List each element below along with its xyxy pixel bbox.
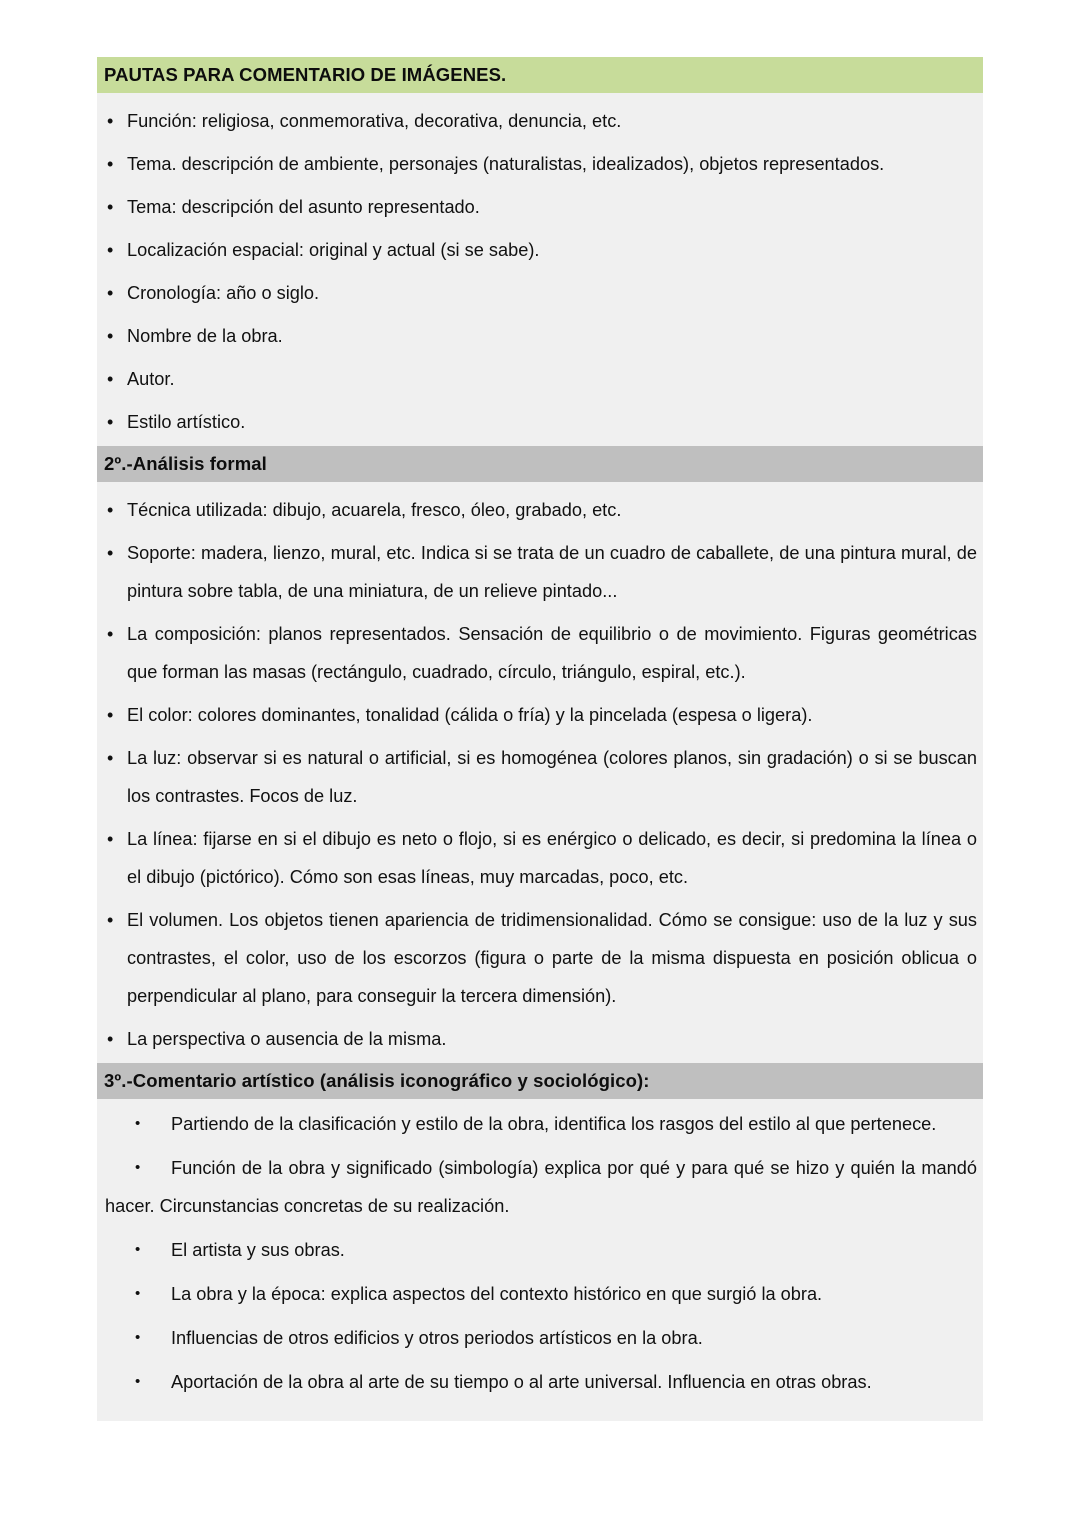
- section2-list: [97, 491, 983, 1058]
- list-item-text: Partiendo de la clasificación y estilo de la obra, identifica los rasgos del estilo al que pertenece.: [171, 1114, 937, 1135]
- list-item: [105, 360, 983, 398]
- bullet-icon: •: [107, 240, 114, 261]
- list-item-text: El color: colores dominantes, tonalidad (cálida o fría) y la pincelada (espesa o ligera).: [127, 705, 813, 726]
- bullet-icon: •: [135, 1241, 141, 1259]
- bullet-icon: •: [107, 910, 114, 931]
- list-item-text: La línea: fijarse en si el dibujo es neto o flojo, si es enérgico o delicado, es decir, si predomina la línea o el dibujo (pictórico). Cómo son esas líneas, muy marcadas, poco, etc.: [127, 829, 977, 888]
- section-header-comentario-artistico: 3º.-Comentario artístico (análisis iconográfico y sociológico):: [97, 1063, 983, 1099]
- bullet-icon: •: [135, 1159, 141, 1177]
- list-item-text: El volumen. Los objetos tienen apariencia de tridimensionalidad. Cómo se consigue: uso de la luz y sus contrastes, el color, uso de los escorzos (figura o parte de la misma dispuesta en posición oblicua o perpendicular al plano, para conseguir la tercera dimensión).: [127, 910, 977, 1007]
- list-item: [97, 1105, 983, 1143]
- bullet-icon: •: [135, 1285, 141, 1303]
- list-item-text: Soporte: madera, lienzo, mural, etc. Indica si se trata de un cuadro de caballete, de una pintura mural, de pintura sobre tabla, de una miniatura, de un relieve pintado...: [127, 543, 977, 602]
- bullet-icon: •: [135, 1329, 141, 1347]
- list-item-text: Influencias de otros edificios y otros periodos artísticos en la obra.: [171, 1328, 703, 1349]
- section-header-pautas: PAUTAS PARA COMENTARIO DE IMÁGENES.: [97, 57, 983, 93]
- list-item: [105, 231, 983, 269]
- list-item-text: Función de la obra y significado (simbología) explica por qué y para qué se hizo y quién la mandó hacer. Circunstancias concretas de su realización.: [105, 1158, 977, 1217]
- bullet-icon: •: [107, 500, 114, 521]
- list-item: [97, 1149, 983, 1225]
- bullet-icon: •: [107, 748, 114, 769]
- list-item-text: La perspectiva o ausencia de la misma.: [127, 1029, 447, 1050]
- bullet-icon: •: [107, 829, 114, 850]
- list-item-text: La obra y la época: explica aspectos del contexto histórico en que surgió la obra.: [171, 1284, 823, 1305]
- list-item: [97, 1275, 983, 1313]
- bullet-icon: •: [135, 1373, 141, 1391]
- list-item-text: Estilo artístico.: [127, 412, 246, 433]
- bullet-icon: •: [107, 154, 114, 175]
- list-item: [105, 739, 983, 815]
- list-item-text: Tema: descripción del asunto representado.: [127, 197, 480, 218]
- bullet-icon: •: [107, 369, 114, 390]
- bullet-icon: •: [107, 412, 114, 433]
- bullet-icon: •: [107, 624, 114, 645]
- bullet-icon: •: [107, 1029, 114, 1050]
- list-item: [105, 1020, 983, 1058]
- list-item: [105, 145, 983, 183]
- list-item: [105, 317, 983, 355]
- bullet-icon: •: [107, 283, 114, 304]
- list-item-text: El artista y sus obras.: [171, 1240, 345, 1261]
- list-item-text: La luz: observar si es natural o artificial, si es homogénea (colores planos, sin gradación) o si se buscan los contrastes. Focos de luz.: [127, 748, 977, 807]
- list-item-text: Localización espacial: original y actual (si se sabe).: [127, 240, 540, 261]
- bullet-icon: •: [135, 1115, 141, 1133]
- list-item: [105, 188, 983, 226]
- list-item: [105, 901, 983, 1015]
- list-item-text: Función: religiosa, conmemorativa, decorativa, denuncia, etc.: [127, 111, 622, 132]
- list-item: [105, 491, 983, 529]
- list-item: [105, 403, 983, 441]
- content-block: [97, 57, 983, 1421]
- list-item-text: Nombre de la obra.: [127, 326, 283, 347]
- bullet-icon: •: [107, 197, 114, 218]
- section1-list: [97, 102, 983, 441]
- list-item: [105, 820, 983, 896]
- bullet-icon: •: [107, 326, 114, 347]
- list-item-text: La composición: planos representados. Sensación de equilibrio o de movimiento. Figuras geométricas que forman las masas (rectángulo, cuadrado, círculo, triángulo, espiral, etc.).: [127, 624, 977, 683]
- list-item-text: Aportación de la obra al arte de su tiempo o al arte universal. Influencia en otras obras.: [171, 1372, 872, 1393]
- list-item: [97, 1363, 983, 1401]
- list-item: [97, 1231, 983, 1269]
- list-item-text: Autor.: [127, 369, 175, 390]
- list-item: [105, 534, 983, 610]
- list-item-text: Técnica utilizada: dibujo, acuarela, fresco, óleo, grabado, etc.: [127, 500, 622, 521]
- list-item: [105, 274, 983, 312]
- section3-list: [97, 1105, 983, 1401]
- list-item: [105, 102, 983, 140]
- bullet-icon: •: [107, 111, 114, 132]
- list-item: [105, 696, 983, 734]
- list-item-text: Tema. descripción de ambiente, personajes (naturalistas, idealizados), objetos representados.: [127, 154, 885, 175]
- bullet-icon: •: [107, 543, 114, 564]
- section-header-analisis-formal: 2º.-Análisis formal: [97, 446, 983, 482]
- list-item: [105, 615, 983, 691]
- list-item: [97, 1319, 983, 1357]
- bullet-icon: •: [107, 705, 114, 726]
- list-item-text: Cronología: año o siglo.: [127, 283, 320, 304]
